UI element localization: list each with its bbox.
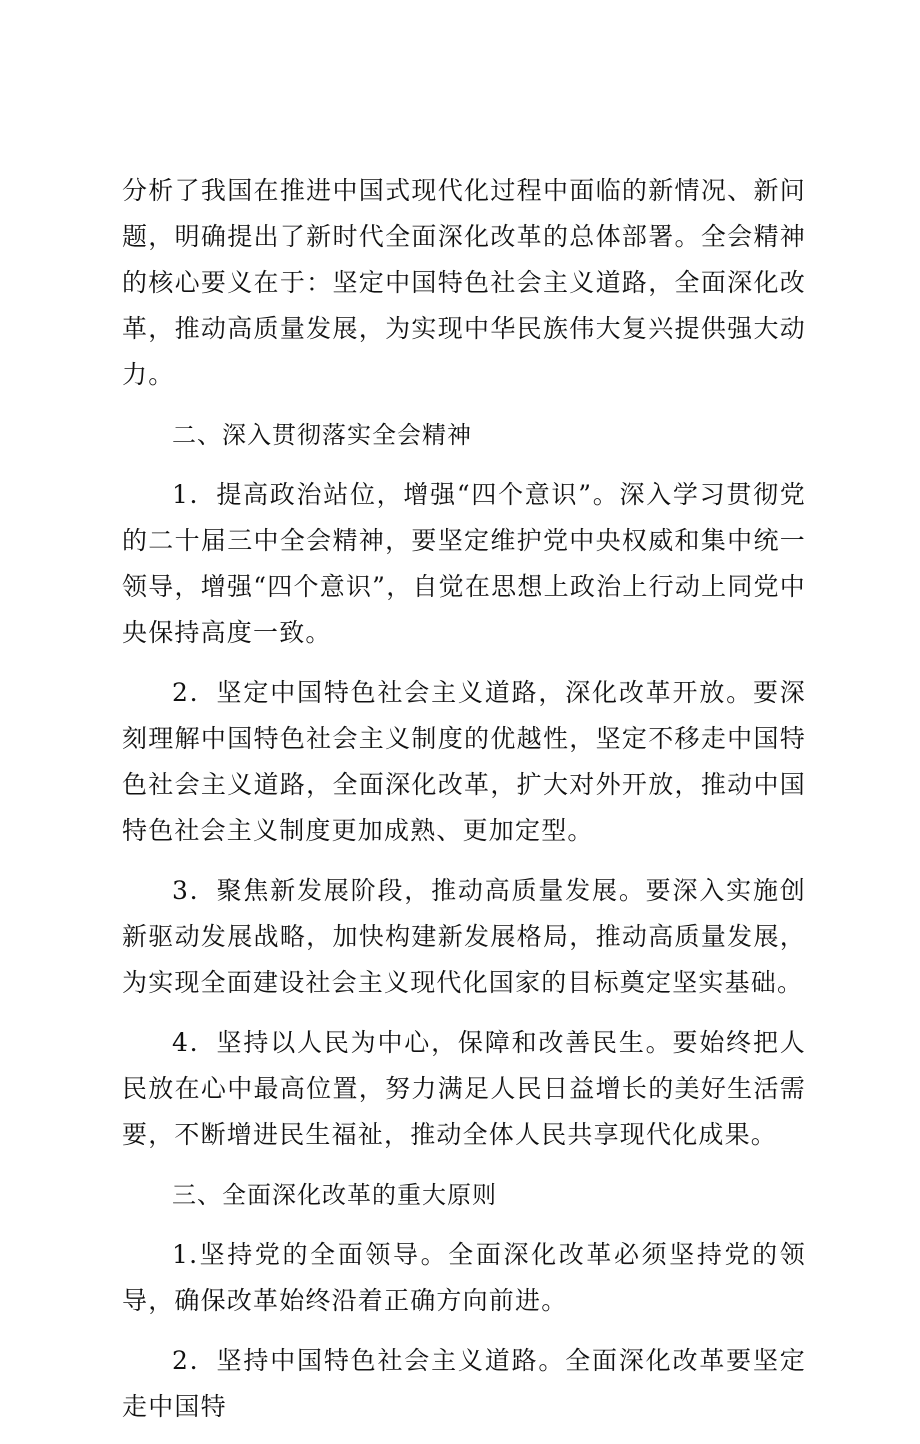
principle-item-2: 2．坚持中国特色社会主义道路。全面深化改革要坚定走中国特 xyxy=(122,1346,806,1421)
section-heading-2: 二、深入贯彻落实全会精神 xyxy=(172,421,472,449)
document-body xyxy=(122,168,806,1444)
list-item-3: 3．聚焦新发展阶段，推动高质量发展。要深入实施创新驱动发展战略，加快构建新发展格局，推动高质量发展，为实现全面建设社会主义现代化国家的目标奠定坚实基础。 xyxy=(122,876,806,997)
list-item-4: 4．坚持以人民为中心，保障和改善民生。要始终把人民放在心中最高位置，努力满足人民日益增长的美好生活需要，不断增进民生福祉，推动全体人民共享现代化成果。 xyxy=(122,1028,806,1149)
list-item-2: 2．坚定中国特色社会主义道路，深化改革开放。要深刻理解中国特色社会主义制度的优越性，坚定不移走中国特色社会主义道路，全面深化改革，扩大对外开放，推动中国特色社会主义制度更加成熟、更加定型。 xyxy=(122,678,806,845)
section-heading-3: 三、全面深化改革的重大原则 xyxy=(172,1181,497,1209)
principle-item-1: 1.坚持党的全面领导。全面深化改革必须坚持党的领导，确保改革始终沿着正确方向前进。 xyxy=(122,1240,806,1315)
list-item-1: 1．提高政治站位，增强“四个意识”。深入学习贯彻党的二十届三中全会精神，要坚定维护党中央权威和集中统一领导，增强“四个意识”，自觉在思想上政治上行动上同党中央保持高度一致。 xyxy=(122,480,806,647)
paragraph-intro: 分析了我国在推进中国式现代化过程中面临的新情况、新问题，明确提出了新时代全面深化改革的总体部署。全会精神的核心要义在于：坚定中国特色社会主义道路，全面深化改革，推动高质量发展，为实现中华民族伟大复兴提供强大动力。 xyxy=(122,176,806,389)
